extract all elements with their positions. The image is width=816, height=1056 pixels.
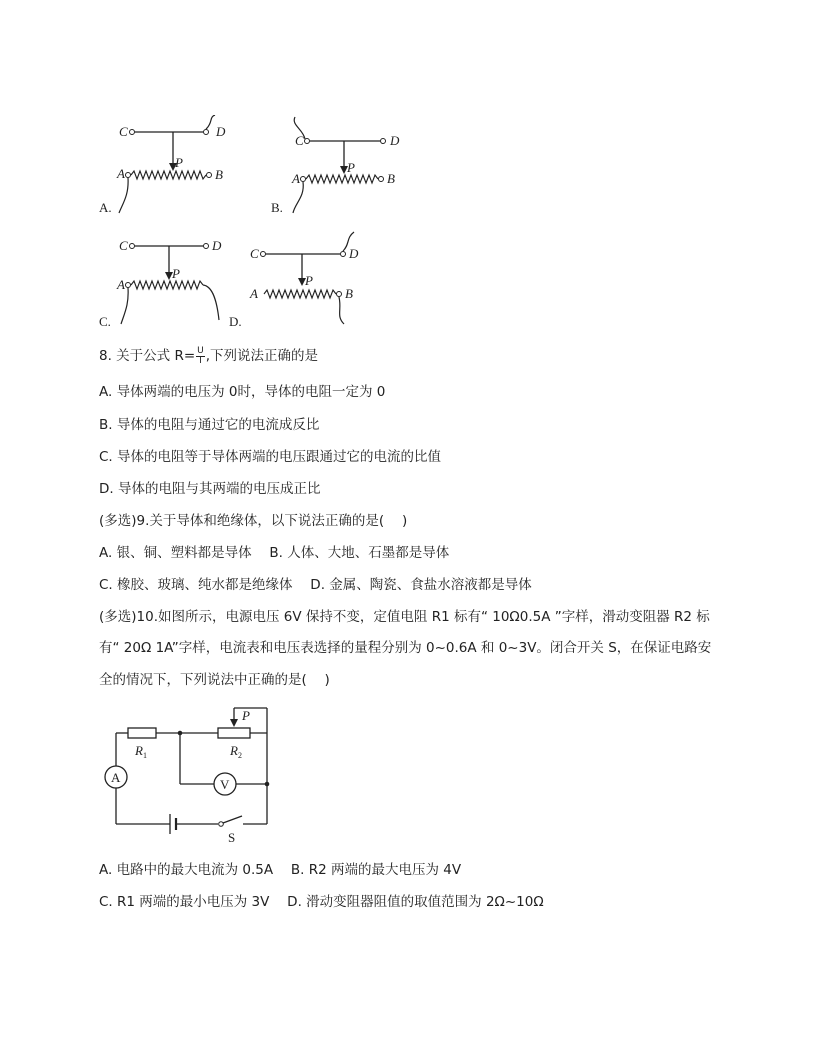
q10-stem-line3: 全的情况下，下列说法中正确的是( ) <box>99 672 330 688</box>
q10-stem-line2: 有“ 20Ω 1A”字样，电流表和电压表选择的量程分别为 0~0.6A 和 0~3V。闭合开关 S，在保证电路安 <box>99 640 712 656</box>
slider-p: P <box>172 266 180 281</box>
rheostat-diagram-b <box>285 115 435 220</box>
terminal-d: D <box>216 124 226 139</box>
switch-blade <box>223 816 242 823</box>
q7-option-c-label: C. <box>99 314 111 329</box>
slider-p: P <box>347 160 355 175</box>
terminal-d: D <box>349 246 359 261</box>
q10-options-cd: C. R1 两端的最小电压为 3V D. 滑动变阻器阻值的取值范围为 2Ω~10Ω <box>99 894 544 910</box>
slider-arrow <box>230 719 238 727</box>
q8-option-a: A. 导体两端的电压为 0时，导体的电阻一定为 0 <box>99 384 386 400</box>
q7-option-a <box>95 115 245 220</box>
resistor-r2 <box>218 728 250 738</box>
terminal-d: D <box>390 133 400 148</box>
q7-option-b-label: B. <box>271 200 283 215</box>
terminal-b: B <box>387 171 395 186</box>
q7-option-d-label: D. <box>229 314 242 329</box>
terminal-c: C <box>295 133 304 148</box>
q9-stem: (多选)9.关于导体和绝缘体，以下说法正确的是( ) <box>99 513 408 529</box>
rheostat-diagram-d <box>240 230 390 330</box>
resistor-r1 <box>128 728 156 738</box>
circuit-svg <box>100 700 280 850</box>
terminal-d: D <box>212 238 222 253</box>
rheostat-diagram-c <box>95 232 245 332</box>
q8-option-c: C. 导体的电阻等于导体两端的电压跟通过它的电流的比值 <box>99 449 442 465</box>
q9-options-cd: C. 橡胶、玻璃、纯水都是绝缘体 D. 金属、陶瓷、食盐水溶液都是导体 <box>99 577 532 593</box>
q7-option-b <box>285 115 435 220</box>
q10-options-ab: A. 电路中的最大电流为 0.5A B. R2 两端的最大电压为 4V <box>99 862 462 878</box>
slider-p: P <box>175 155 183 170</box>
switch-label: S <box>228 830 236 845</box>
q10-circuit-diagram <box>100 700 280 850</box>
voltmeter-label: V <box>220 777 230 792</box>
r2-label: $R_2$ <box>230 743 242 760</box>
q8-option-b: B. 导体的电阻与通过它的电流成反比 <box>99 417 320 433</box>
formula-fraction: $\frac{U}{I}$ <box>197 345 204 366</box>
q7-option-a-label: A. <box>99 200 112 215</box>
terminal-a: A <box>292 171 300 186</box>
rheostat-diagram-a <box>95 115 245 220</box>
slider-p-label: P <box>242 708 250 723</box>
r1-label: $R_1$ <box>135 743 147 760</box>
q8-stem: 8. 关于公式 R= $\frac{U}{I}$ ,下列说法正确的是 <box>99 345 319 366</box>
q7-option-c <box>95 232 245 332</box>
q9-options-ab: A. 银、铜、塑料都是导体 B. 人体、大地、石墨都是导体 <box>99 545 450 561</box>
ammeter-label: A <box>111 770 121 785</box>
q10-stem-line1: (多选)10.如图所示，电源电压 6V 保持不变，定值电阻 R1 标有“ 10Ω0.5A ”字样，滑动变阻器 R2 标 <box>99 609 710 625</box>
q7-option-d <box>240 230 390 330</box>
terminal-b: B <box>345 286 353 301</box>
terminal-a: A <box>250 286 258 301</box>
terminal-c: C <box>119 238 128 253</box>
slider-p: P <box>305 273 313 288</box>
terminal-a: A <box>117 166 125 181</box>
terminal-c: C <box>250 246 259 261</box>
q8-option-d: D. 导体的电阻与其两端的电压成正比 <box>99 481 321 497</box>
terminal-b: B <box>215 167 223 182</box>
terminal-c: C <box>119 124 128 139</box>
terminal-a: A <box>117 277 125 292</box>
